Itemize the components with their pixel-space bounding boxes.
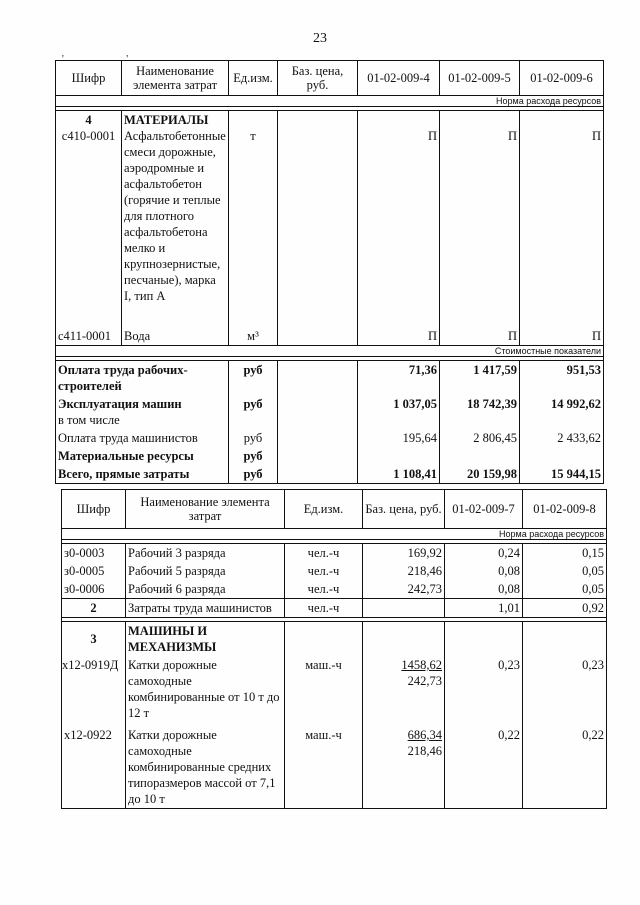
operators-number: 2 xyxy=(62,599,126,618)
material-unit: м³ xyxy=(229,327,278,346)
material-price xyxy=(278,111,358,328)
cost-name: Оплата труда машинистов xyxy=(56,429,229,447)
material-norm-6: П xyxy=(520,111,604,328)
cost-value-4: 195,64 xyxy=(358,429,440,447)
col-header-norm-4: 01-02-009-4 xyxy=(358,61,440,96)
table-row xyxy=(62,544,607,563)
worker-price: 218,46 xyxy=(363,562,445,580)
machine-price-operator: 218,46 xyxy=(407,744,442,758)
material-price xyxy=(278,327,358,346)
col-header-norm-5: 01-02-009-5 xyxy=(440,61,520,96)
table-row xyxy=(62,656,607,726)
machine-unit: маш.-ч xyxy=(285,656,363,726)
table-row xyxy=(56,429,604,447)
cost-subnote: в том числе xyxy=(58,413,120,427)
worker-unit: чел.-ч xyxy=(285,580,363,599)
worker-norm-8: 0,05 xyxy=(523,580,607,599)
table-row xyxy=(56,361,604,396)
cost-value-4: 1 037,05 xyxy=(358,395,440,429)
col-header-unit: Ед.изм. xyxy=(229,61,278,96)
cost-value-4: 71,36 xyxy=(358,361,440,396)
norm-note: Норма расхода ресурсов xyxy=(56,96,604,107)
material-name-cell xyxy=(122,111,229,328)
cost-name: Материальные ресурсы xyxy=(56,447,229,465)
col-header-name: Наименование элемента затрат xyxy=(122,61,229,96)
machine-price-operator: 242,73 xyxy=(407,674,442,688)
cost-value-5: 2 806,45 xyxy=(440,429,520,447)
table-row xyxy=(56,395,604,429)
material-name: Вода xyxy=(122,327,229,346)
machine-unit: маш.-ч xyxy=(285,726,363,809)
worker-code: з0-0003 xyxy=(62,544,126,563)
worker-code: з0-0005 xyxy=(62,562,126,580)
operators-name: Затраты труда машинистов xyxy=(126,599,285,618)
machine-code: х12-0919Д xyxy=(62,656,126,726)
material-norm-4: П xyxy=(358,111,440,328)
cost-note-row xyxy=(56,346,604,357)
machine-price-cell xyxy=(363,656,445,726)
cost-value-6: 15 944,15 xyxy=(520,465,604,484)
material-norm-5: П xyxy=(440,327,520,346)
col-header-name: Наименование элемента затрат xyxy=(126,490,285,529)
material-norm-6: П xyxy=(520,327,604,346)
cost-value-4: 1 108,41 xyxy=(358,465,440,484)
col-header-norm-8: 01-02-009-8 xyxy=(523,490,607,529)
col-header-price: Баз. цена, руб. xyxy=(363,490,445,529)
worker-norm-8: 0,05 xyxy=(523,562,607,580)
worker-price: 242,73 xyxy=(363,580,445,599)
worker-price: 169,92 xyxy=(363,544,445,563)
cost-value-6 xyxy=(520,447,604,465)
table-row xyxy=(62,599,607,618)
cost-unit: руб xyxy=(229,361,278,396)
col-header-price: Баз. цена, руб. xyxy=(278,61,358,96)
cost-value-6: 14 992,62 xyxy=(520,395,604,429)
section-title: МАШИНЫ И МЕХАНИЗМЫ xyxy=(126,622,285,657)
material-norm-4: П xyxy=(358,327,440,346)
col-header-norm-7: 01-02-009-7 xyxy=(445,490,523,529)
norm-note: Норма расхода ресурсов xyxy=(62,529,607,540)
machine-name: Катки дорожные самоходные комбинированные от 10 т до 12 т xyxy=(126,656,285,726)
col-header-code: Шифр xyxy=(56,61,122,96)
table-row xyxy=(56,465,604,484)
section-title: МАТЕРИАЛЫ xyxy=(124,113,209,127)
cost-value-5 xyxy=(440,447,520,465)
machine-norm-8: 0,22 xyxy=(523,726,607,809)
table-row xyxy=(62,580,607,599)
worker-norm-7: 0,08 xyxy=(445,562,523,580)
section-number: 3 xyxy=(62,622,126,657)
cost-value-5: 1 417,59 xyxy=(440,361,520,396)
table-row xyxy=(56,111,604,328)
operators-unit: чел.-ч xyxy=(285,599,363,618)
table-row xyxy=(56,327,604,346)
col-header-norm-6: 01-02-009-6 xyxy=(520,61,604,96)
operators-norm-7: 1,01 xyxy=(445,599,523,618)
table-row xyxy=(56,447,604,465)
worker-code: з0-0006 xyxy=(62,580,126,599)
cost-note: Стоимостные показатели xyxy=(56,346,604,357)
cost-value-6: 2 433,62 xyxy=(520,429,604,447)
resource-table-2 xyxy=(61,489,607,809)
cost-unit: руб xyxy=(229,465,278,484)
cost-name: Эксплуатация машин xyxy=(58,397,182,411)
machine-price-cell xyxy=(363,726,445,809)
section-number: 4 с410-0001 xyxy=(56,111,122,328)
machine-code: х12-0922 xyxy=(62,726,126,809)
cost-unit: руб xyxy=(229,395,278,429)
norm-note-row xyxy=(56,96,604,107)
corner-marks: ' ' xyxy=(62,54,159,65)
machine-name: Катки дорожные самоходные комбинированные средних типоразмеров массой от 7,1 до 10 т xyxy=(126,726,285,809)
operators-norm-8: 0,92 xyxy=(523,599,607,618)
worker-unit: чел.-ч xyxy=(285,544,363,563)
cost-unit: руб xyxy=(229,429,278,447)
table-header-row xyxy=(56,61,604,96)
norm-note-row xyxy=(62,529,607,540)
cost-value-6: 951,53 xyxy=(520,361,604,396)
page-number: 23 xyxy=(313,31,327,46)
worker-norm-7: 0,24 xyxy=(445,544,523,563)
cost-value-5: 18 742,39 xyxy=(440,395,520,429)
machine-price: 1458,62 xyxy=(401,658,442,672)
worker-norm-7: 0,08 xyxy=(445,580,523,599)
resource-table-1 xyxy=(55,60,604,484)
worker-unit: чел.-ч xyxy=(285,562,363,580)
col-header-unit: Ед.изм. xyxy=(285,490,363,529)
table-row xyxy=(62,562,607,580)
material-code: с411-0001 xyxy=(56,327,122,346)
cost-name: Оплата труда рабочих-строителей xyxy=(56,361,229,396)
cost-name: Всего, прямые затраты xyxy=(56,465,229,484)
material-name: Асфальтобетонные смеси дорожные, аэродромные и асфальтобетон (горячие и теплые для плотного асфальтобетона мелко и крупнозернистые, песчаные), марка I, тип А xyxy=(124,129,226,303)
cost-value-5: 20 159,98 xyxy=(440,465,520,484)
worker-norm-8: 0,15 xyxy=(523,544,607,563)
machine-norm-7: 0,22 xyxy=(445,726,523,809)
cost-value-4 xyxy=(358,447,440,465)
cost-name-cell xyxy=(56,395,229,429)
material-unit: т xyxy=(229,111,278,328)
worker-name: Рабочий 3 разряда xyxy=(126,544,285,563)
worker-name: Рабочий 5 разряда xyxy=(126,562,285,580)
machine-norm-8: 0,23 xyxy=(523,656,607,726)
cost-unit: руб xyxy=(229,447,278,465)
col-header-code: Шифр xyxy=(62,490,126,529)
table-row xyxy=(62,726,607,809)
machine-price: 686,34 xyxy=(407,728,442,742)
table-row xyxy=(62,622,607,657)
worker-name: Рабочий 6 разряда xyxy=(126,580,285,599)
machine-norm-7: 0,23 xyxy=(445,656,523,726)
material-norm-5: П xyxy=(440,111,520,328)
table-header-row xyxy=(62,490,607,529)
